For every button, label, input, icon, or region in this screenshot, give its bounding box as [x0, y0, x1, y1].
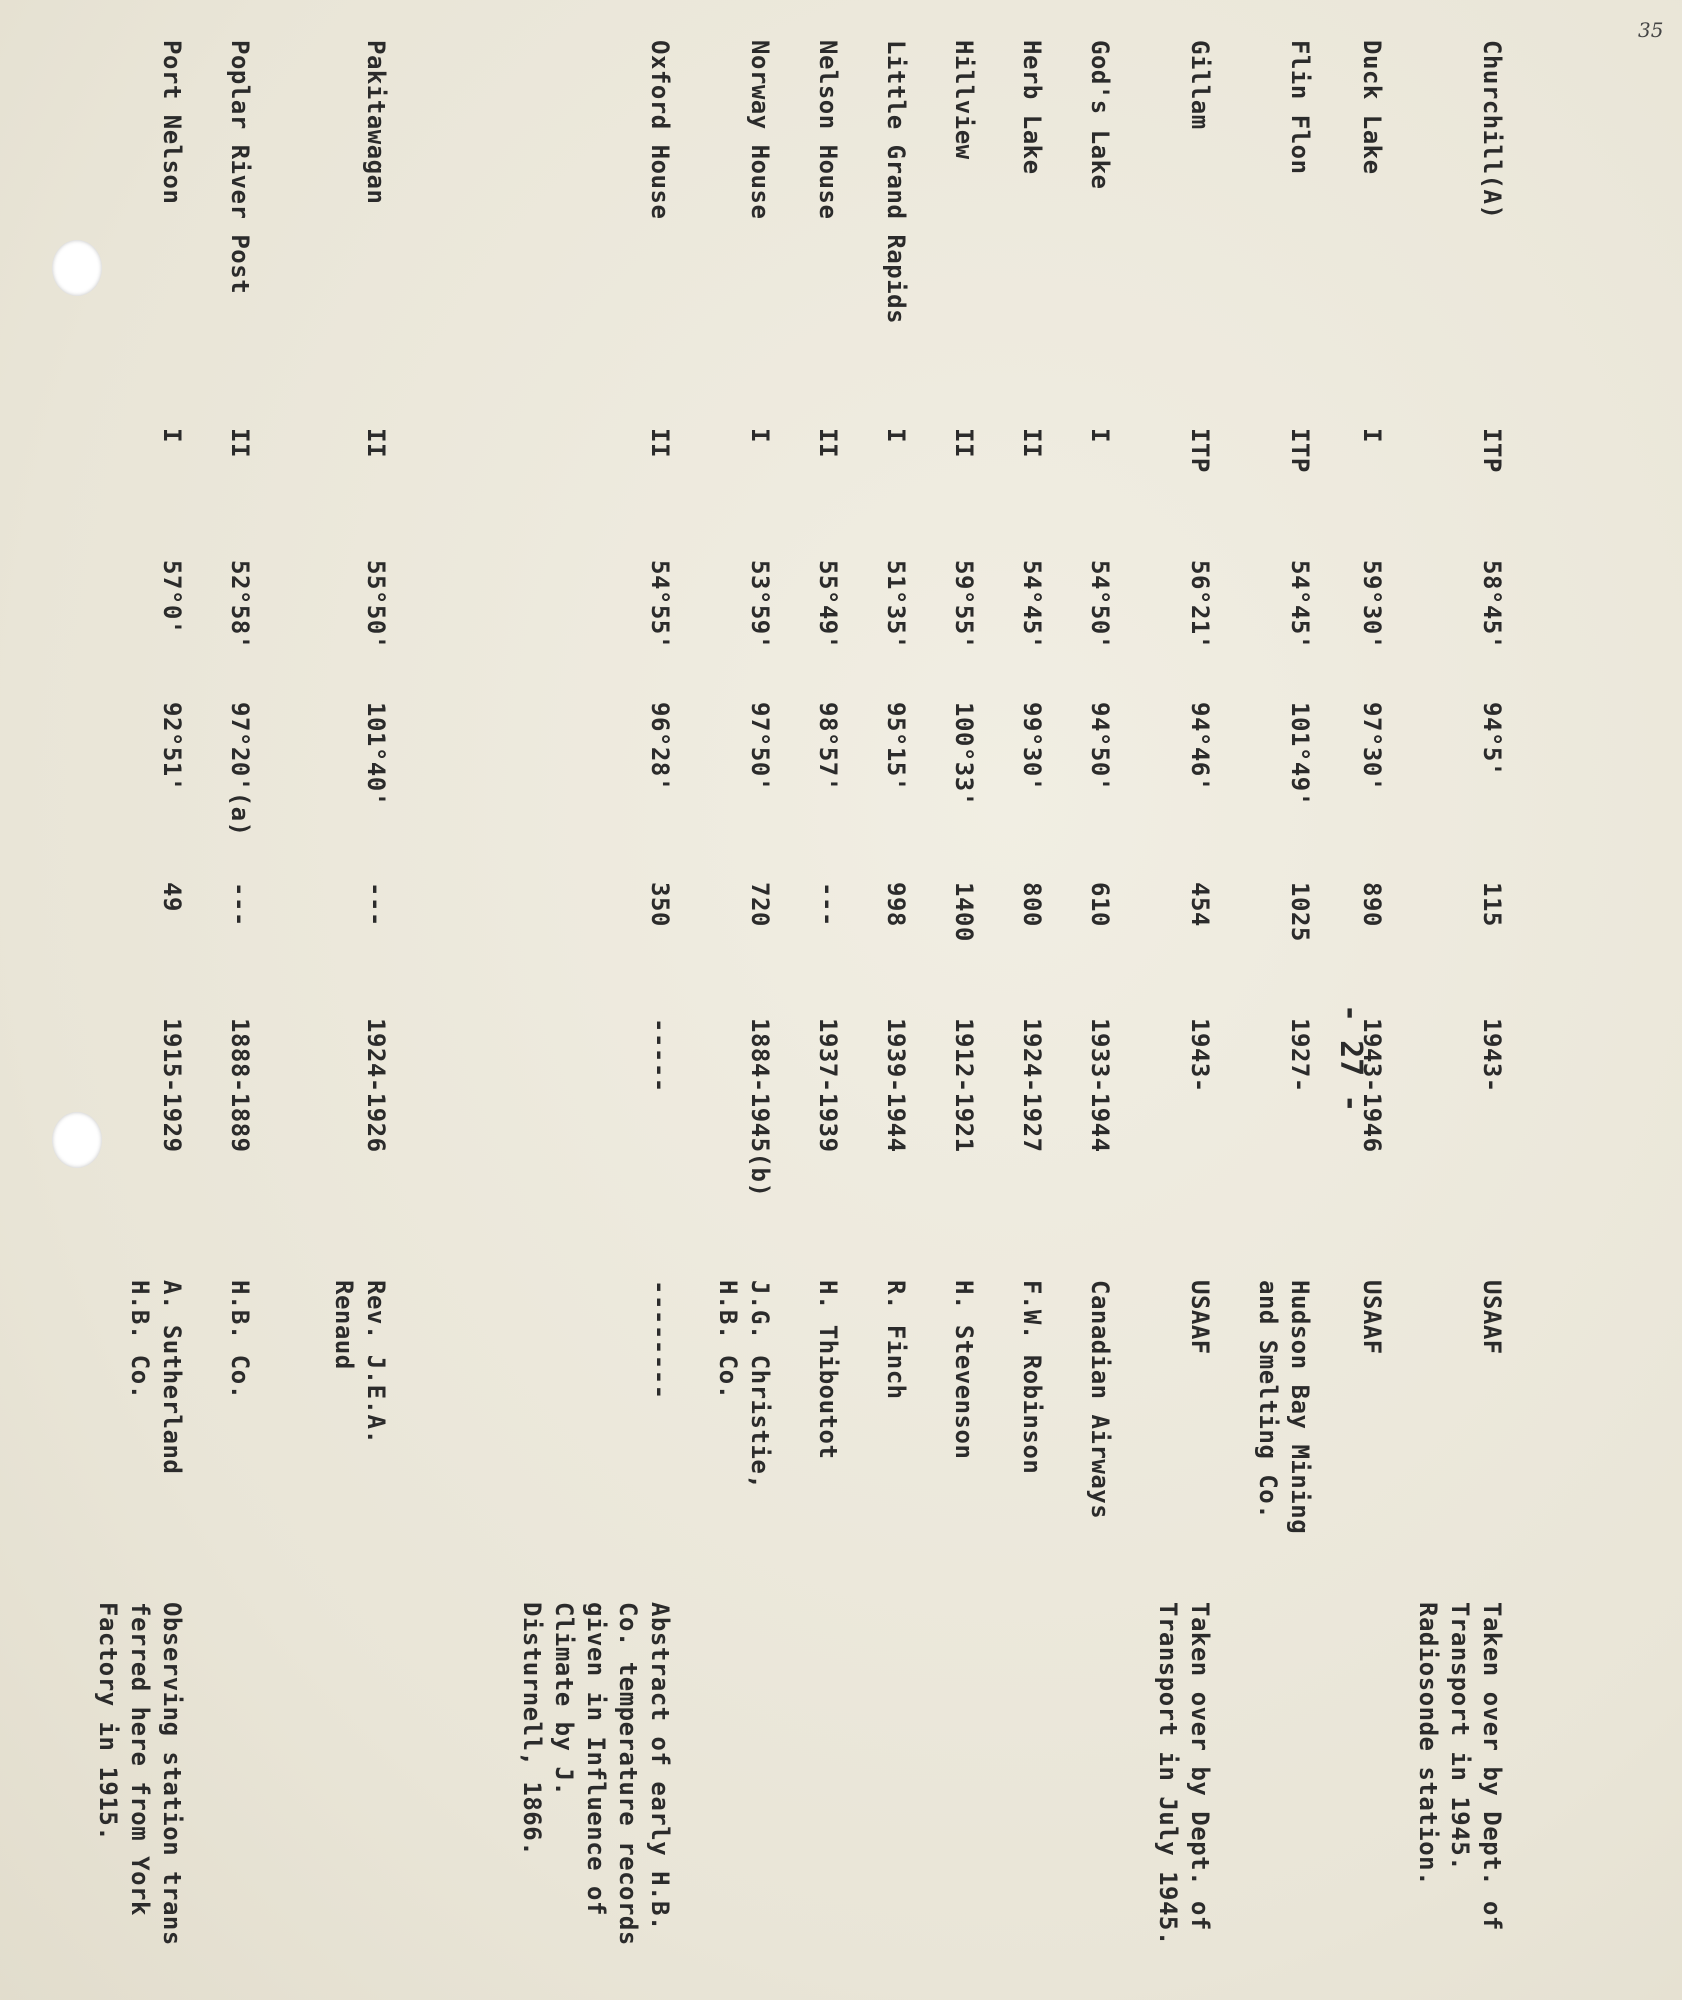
station-elevation: 998 — [882, 882, 910, 927]
station-class: II — [362, 428, 390, 458]
station-name: Pakitawagan — [362, 40, 390, 205]
station-class: II — [1018, 428, 1046, 458]
station-years: 1924-1927 — [1018, 1018, 1046, 1153]
station-longitude: 99°30' — [1018, 702, 1046, 792]
station-longitude: 98°57' — [814, 702, 842, 792]
station-observer: USAAF — [1478, 1280, 1506, 1355]
station-years: 1939-1944 — [882, 1018, 910, 1153]
station-years: 1888-1889 — [226, 1018, 254, 1153]
station-observer: USAAF — [1358, 1280, 1386, 1355]
station-remarks: Observing station trans ferred here from York Factory in 1915. — [94, 1602, 186, 1946]
station-elevation: 890 — [1358, 882, 1386, 927]
station-class: II — [226, 428, 254, 458]
station-longitude: 96°28' — [646, 702, 674, 792]
station-elevation: 350 — [646, 882, 674, 927]
station-observer: H. Thiboutot — [814, 1280, 842, 1460]
station-years: 1937-1939 — [814, 1018, 842, 1153]
station-years: ----- — [646, 1018, 674, 1093]
station-elevation: 49 — [158, 882, 186, 912]
station-latitude: 54°45' — [1018, 560, 1046, 650]
station-name: Nelson House — [814, 40, 842, 220]
station-latitude: 57°0' — [158, 560, 186, 635]
station-latitude: 51°35' — [882, 560, 910, 650]
station-elevation: --- — [362, 882, 390, 927]
station-latitude: 52°58' — [226, 560, 254, 650]
station-years: 1884-1945(b) — [746, 1018, 774, 1198]
station-elevation: 720 — [746, 882, 774, 927]
station-observer: H.B. Co. — [226, 1280, 254, 1400]
station-class: I — [882, 428, 910, 443]
station-name: God's Lake — [1086, 40, 1114, 190]
station-remarks: Taken over by Dept. of Transport in July 1945. — [1154, 1602, 1214, 1946]
station-elevation: 800 — [1018, 882, 1046, 927]
station-class: ITP — [1478, 428, 1506, 473]
station-latitude: 59°55' — [950, 560, 978, 650]
table-row — [518, 40, 676, 1960]
station-class: I — [1086, 428, 1114, 443]
station-years: 1943- — [1186, 1018, 1214, 1093]
station-longitude: 94°46' — [1186, 702, 1214, 792]
folio-number: - 27 - — [1333, 1004, 1368, 1113]
station-longitude: 97°50' — [746, 702, 774, 792]
station-class: II — [646, 428, 674, 458]
station-observer: J.G. Christie, H.B. Co. — [714, 1280, 774, 1490]
station-class: I — [1358, 428, 1386, 443]
station-observer: A. Sutherland H.B. Co. — [126, 1280, 186, 1475]
station-years: 1933-1944 — [1086, 1018, 1114, 1153]
station-longitude: 94°50' — [1086, 702, 1114, 792]
station-name: Flin Flon — [1286, 40, 1314, 175]
station-longitude: 94°5' — [1478, 702, 1506, 777]
station-years: 1943- — [1478, 1018, 1506, 1093]
station-longitude: 101°40' — [362, 702, 390, 807]
station-class: ITP — [1286, 428, 1314, 473]
station-observer: Hudson Bay Mining and Smelting Co. — [1254, 1280, 1314, 1535]
table-row — [68, 40, 188, 1960]
station-years: 1912-1921 — [950, 1018, 978, 1153]
station-latitude: 58°45' — [1478, 560, 1506, 650]
station-name: Port Nelson — [158, 40, 186, 205]
page-number: 35 — [1638, 18, 1664, 42]
station-elevation: 454 — [1186, 882, 1214, 927]
station-observer: R. Finch — [882, 1280, 910, 1400]
station-observer: Canadian Airways — [1086, 1280, 1114, 1520]
station-name: Hillview — [950, 40, 978, 160]
station-name: Oxford House — [646, 40, 674, 220]
station-latitude: 53°59' — [746, 560, 774, 650]
station-years: 1915-1929 — [158, 1018, 186, 1153]
station-observer: H. Stevenson — [950, 1280, 978, 1460]
station-longitude: 92°51' — [158, 702, 186, 792]
station-latitude: 55°49' — [814, 560, 842, 650]
station-name: Duck Lake — [1358, 40, 1386, 175]
station-latitude: 56°21' — [1186, 560, 1214, 650]
station-class: I — [746, 428, 774, 443]
station-latitude: 54°55' — [646, 560, 674, 650]
table-row — [272, 40, 392, 1960]
station-class: ITP — [1186, 428, 1214, 473]
station-latitude: 54°45' — [1286, 560, 1314, 650]
station-name: Herb Lake — [1018, 40, 1046, 175]
station-longitude: 95°15' — [882, 702, 910, 792]
station-observer: USAAF — [1186, 1280, 1214, 1355]
station-longitude: 97°30' — [1358, 702, 1386, 792]
station-elevation: 1025 — [1286, 882, 1314, 942]
station-name: Little Grand Rapids — [882, 40, 910, 325]
station-name: Churchill(A) — [1478, 40, 1506, 220]
station-class: II — [950, 428, 978, 458]
station-years: 1927- — [1286, 1018, 1314, 1093]
station-latitude: 54°50' — [1086, 560, 1114, 650]
station-years: 1924-1926 — [362, 1018, 390, 1153]
station-observer: F.W. Robinson — [1018, 1280, 1046, 1475]
station-remarks: Abstract of early H.B. Co. temperature records given in Influence of Climate by J. Disturnell, 1866. — [518, 1602, 674, 1946]
station-elevation: 610 — [1086, 882, 1114, 927]
station-remarks: Taken over by Dept. of Transport in 1945. Radiosonde station. — [1414, 1602, 1506, 1931]
station-latitude: 59°30' — [1358, 560, 1386, 650]
station-observer: -------- — [646, 1280, 674, 1400]
station-longitude: 100°33' — [950, 702, 978, 807]
station-elevation: --- — [814, 882, 842, 927]
station-elevation: 115 — [1478, 882, 1506, 927]
station-longitude: 101°49' — [1286, 702, 1314, 807]
station-years: 1943-1946 — [1358, 1018, 1386, 1153]
table-row — [1388, 40, 1508, 1960]
station-observer: Rev. J.E.A. Renaud — [330, 1280, 390, 1445]
station-elevation: 1400 — [950, 882, 978, 942]
station-table — [48, 40, 1508, 1960]
station-elevation: --- — [226, 882, 254, 927]
station-name: Gillam — [1186, 40, 1214, 130]
station-name: Poplar River Post — [226, 40, 254, 295]
station-name: Norway House — [746, 40, 774, 220]
station-class: I — [158, 428, 186, 443]
station-longitude: 97°20'(a) — [226, 702, 254, 837]
station-latitude: 55°50' — [362, 560, 390, 650]
station-class: II — [814, 428, 842, 458]
